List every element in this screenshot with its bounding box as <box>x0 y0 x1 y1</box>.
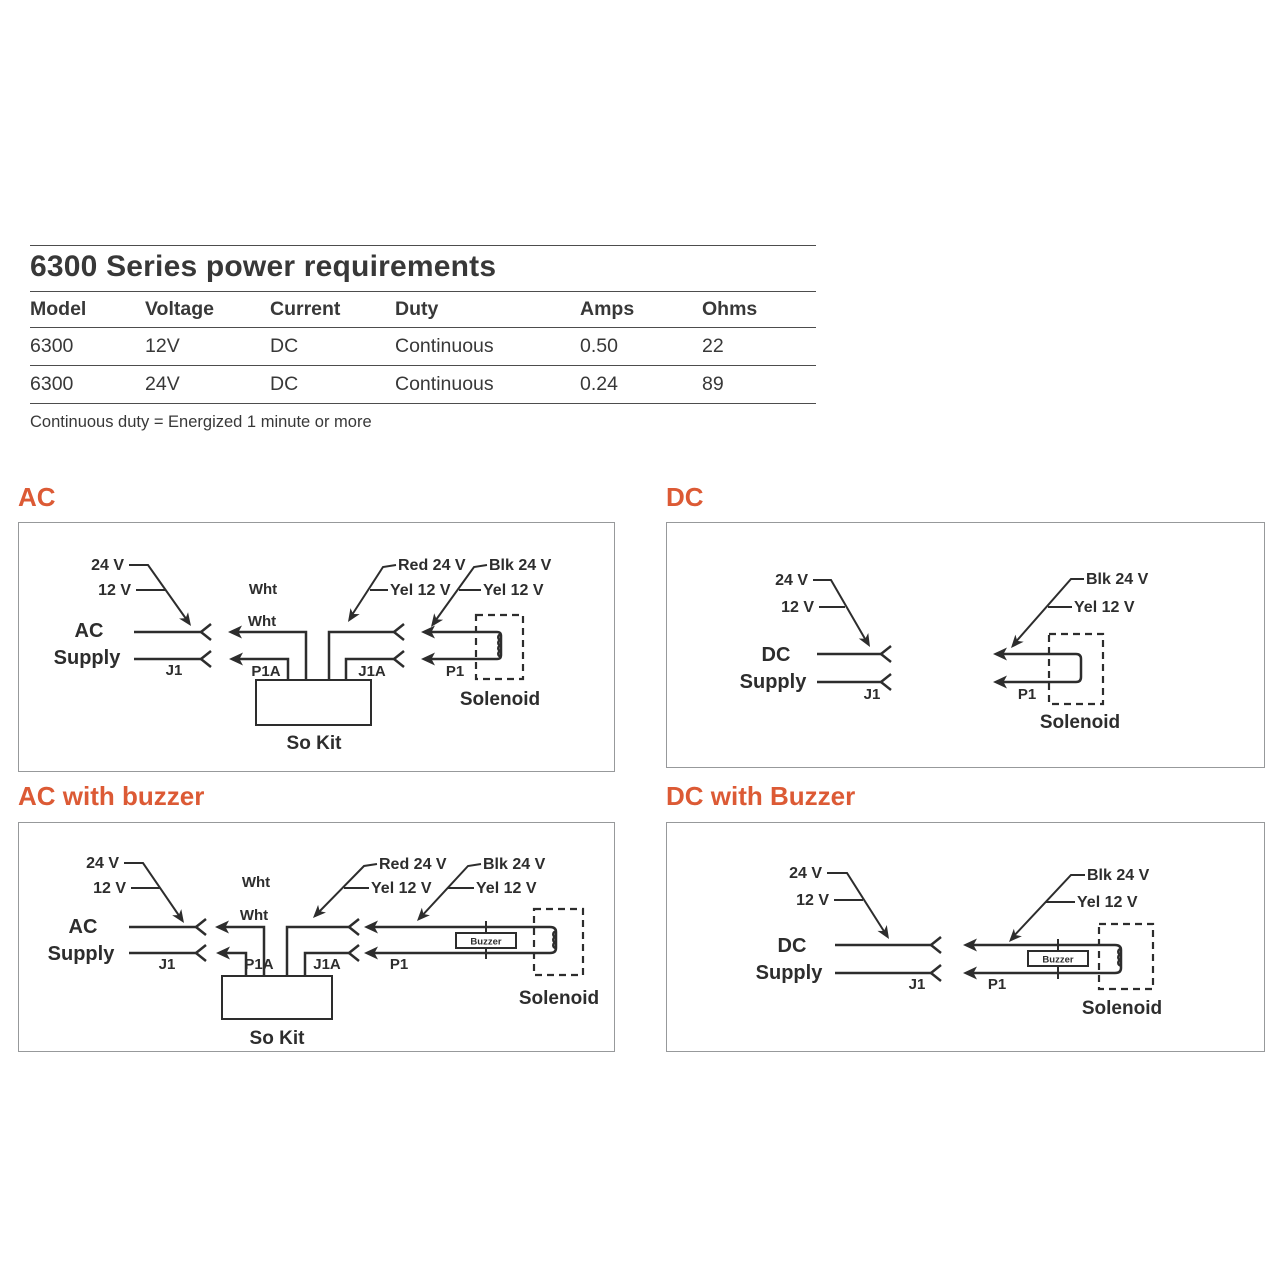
label-buzzer: Buzzer <box>1042 954 1074 966</box>
label-wht-wire: Wht <box>239 907 269 924</box>
label-supply-line2: Supply <box>47 943 115 965</box>
cell-duty: Continuous <box>395 373 494 395</box>
label-yel12-right: Yel 12 V <box>476 880 537 897</box>
table-header-row <box>30 292 816 328</box>
solenoid-loop <box>996 654 1081 682</box>
solenoid-loop <box>424 632 501 659</box>
label-red24: Red 24 V <box>379 856 447 873</box>
supply-wires <box>129 927 196 953</box>
ac-buzzer-diagram <box>18 822 615 1052</box>
cell-voltage: 12V <box>145 335 180 357</box>
label-wht-top: Wht <box>248 581 278 598</box>
label-supply-line2: Supply <box>739 671 807 693</box>
col-ohms: Ohms <box>702 298 758 320</box>
dcb-supply-group <box>756 865 941 993</box>
cell-ohms: 89 <box>702 373 724 395</box>
dc-solenoid-group <box>993 571 1149 733</box>
label-24v: 24 V <box>775 572 808 589</box>
label-supply-line1: AC <box>68 916 98 938</box>
dc-supply-group <box>740 572 891 703</box>
leader-red <box>315 864 377 916</box>
leader-voltage <box>813 580 868 644</box>
solenoid-dashed-box <box>1049 634 1103 704</box>
label-so-kit: So Kit <box>286 733 342 754</box>
label-blk24: Blk 24 V <box>483 856 546 873</box>
col-voltage: Voltage <box>145 298 214 320</box>
label-buzzer: Buzzer <box>470 936 502 948</box>
leader-voltage <box>129 565 189 623</box>
label-blk24: Blk 24 V <box>1086 571 1149 588</box>
p1a-wire <box>219 953 246 976</box>
label-24v: 24 V <box>86 855 119 872</box>
label-supply-line2: Supply <box>755 962 823 984</box>
label-j1: J1 <box>158 956 176 973</box>
label-supply-line1: AC <box>74 620 104 642</box>
ac-supply-group <box>54 557 211 679</box>
dc-buzzer-heading: DC with Buzzer <box>666 781 856 811</box>
ac-heading: AC <box>18 482 56 512</box>
cell-current: DC <box>270 373 299 395</box>
label-yel12-right: Yel 12 V <box>1074 599 1135 616</box>
ac-solenoid-group <box>421 557 552 710</box>
cell-ohms: 22 <box>702 335 724 357</box>
label-blk24: Blk 24 V <box>1087 867 1150 884</box>
leader-voltage <box>124 863 182 920</box>
label-blk24: Blk 24 V <box>489 557 552 574</box>
cell-model: 6300 <box>30 373 74 395</box>
solenoid-dashed-box <box>1099 924 1153 989</box>
label-j1a: J1A <box>358 663 386 680</box>
label-p1: P1 <box>389 956 409 973</box>
solenoid-loop <box>367 927 556 953</box>
label-solenoid: Solenoid <box>1039 712 1121 733</box>
label-12v: 12 V <box>796 892 829 909</box>
label-j1: J1 <box>863 686 881 703</box>
cell-amps: 0.50 <box>580 335 618 357</box>
label-24v: 24 V <box>91 557 124 574</box>
acb-supply-group <box>48 855 206 973</box>
label-p1: P1 <box>987 976 1007 993</box>
leader-blk <box>1011 875 1085 939</box>
table-title: 6300 Series power requirements <box>30 246 816 292</box>
label-so-kit: So Kit <box>249 1028 305 1049</box>
col-duty: Duty <box>395 298 439 320</box>
col-current: Current <box>270 298 341 320</box>
label-p1: P1 <box>445 663 465 680</box>
cell-model: 6300 <box>30 335 74 357</box>
label-solenoid: Solenoid <box>518 988 600 1009</box>
so-kit-box <box>256 680 371 725</box>
label-p1a: P1A <box>251 663 281 680</box>
col-amps: Amps <box>580 298 635 320</box>
label-j1: J1 <box>165 662 183 679</box>
ac-buzzer-heading: AC with buzzer <box>18 781 205 811</box>
label-supply-line2: Supply <box>53 647 121 669</box>
leader-voltage <box>827 873 887 936</box>
label-yel12-mid: Yel 12 V <box>390 582 451 599</box>
label-red24: Red 24 V <box>398 557 466 574</box>
label-yel12-right: Yel 12 V <box>483 582 544 599</box>
power-requirements-table <box>30 245 816 432</box>
acb-solenoid-group <box>364 856 599 1009</box>
table-footnote: Continuous duty = Energized 1 minute or more <box>30 413 372 431</box>
label-12v: 12 V <box>781 599 814 616</box>
cell-amps: 0.24 <box>580 373 618 395</box>
label-12v: 12 V <box>98 582 131 599</box>
label-yel12-mid: Yel 12 V <box>371 880 432 897</box>
label-wht-wire: Wht <box>247 613 277 630</box>
label-solenoid: Solenoid <box>459 689 541 710</box>
dc-buzzer-diagram <box>666 822 1265 1052</box>
solenoid-dashed-box <box>534 909 583 975</box>
label-wht-top: Wht <box>241 874 271 891</box>
label-j1a: J1A <box>313 956 341 973</box>
label-solenoid: Solenoid <box>1081 998 1163 1019</box>
cell-duty: Continuous <box>395 335 494 357</box>
label-j1: J1 <box>908 976 926 993</box>
table-row <box>30 366 816 404</box>
so-kit-box <box>222 976 332 1019</box>
cell-voltage: 24V <box>145 373 180 395</box>
ac-diagram <box>18 522 615 772</box>
label-p1: P1 <box>1017 686 1037 703</box>
label-yel12-right: Yel 12 V <box>1077 894 1138 911</box>
cell-current: DC <box>270 335 299 357</box>
label-24v: 24 V <box>789 865 822 882</box>
label-p1a: P1A <box>244 956 274 973</box>
label-12v: 12 V <box>93 880 126 897</box>
label-supply-line1: DC <box>777 935 807 957</box>
supply-wires <box>835 945 931 973</box>
supply-wires <box>817 654 881 682</box>
dc-diagram <box>666 522 1265 768</box>
dc-heading: DC <box>666 482 704 512</box>
col-model: Model <box>30 298 87 320</box>
dcb-solenoid-group <box>963 867 1162 1019</box>
label-supply-line1: DC <box>761 644 791 666</box>
supply-wires <box>134 632 201 659</box>
table-row <box>30 328 816 366</box>
